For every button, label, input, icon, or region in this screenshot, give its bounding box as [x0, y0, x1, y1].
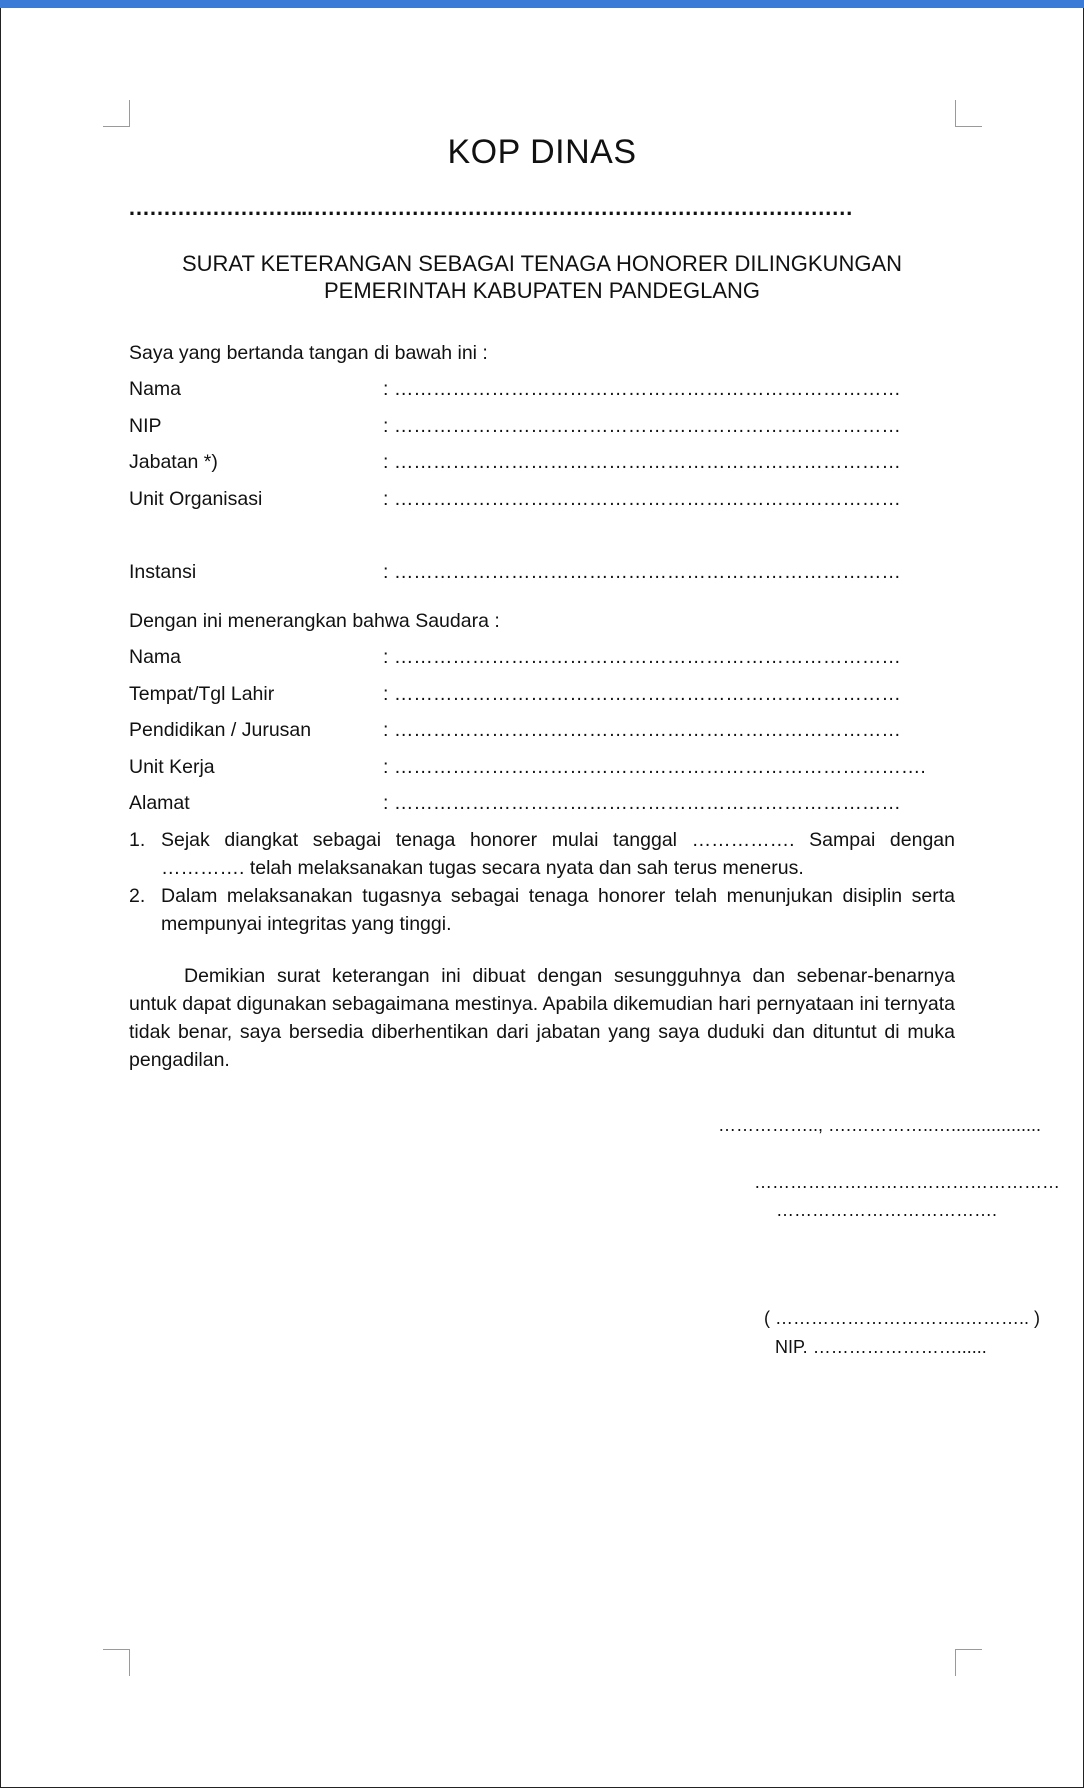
signer-unit-value: : ……………………………………………………………………	[383, 488, 901, 510]
letter-heading-line-1: SURAT KETERANGAN SEBAGAI TENAGA HONORER DILINGKUNGAN	[181, 251, 903, 276]
signer-unit-label: Unit Organisasi	[129, 488, 263, 510]
signer-position-line-1: ……………………………………………	[754, 1172, 1060, 1192]
closing-paragraph: Demikian surat keterangan ini dibuat dengan sesungguhnya dan sebenar-benarnya untuk dapat digunakan sebagaimana mestinya. Apabila dikemudian hari pernyataan ini ternyata tidak benar, saya bersedia diberhentikan dari jabatan yang saya duduki dan dituntut di muka pengadilan.	[129, 965, 955, 1071]
letterhead-separator: ……………………..……………………………………………………………………	[128, 195, 853, 220]
signer-position-value: : ……………………………………………………………………	[383, 451, 901, 473]
signer-position-line-2: ……………………………….	[776, 1200, 998, 1220]
crop-mark-bottom-right	[955, 1649, 982, 1676]
list-item	[129, 882, 955, 938]
list-item-number: 2.	[129, 885, 146, 907]
crop-mark-bottom-left	[103, 1649, 130, 1676]
subject-address-value: : ……………………………………………………………………	[383, 792, 901, 814]
subject-intro: Dengan ini menerangkan bahwa Saudara :	[129, 610, 500, 632]
subject-workunit-label: Unit Kerja	[129, 756, 215, 778]
window-accent-bar	[0, 0, 1084, 8]
signer-agency-value: : ……………………………………………………………………	[383, 561, 901, 583]
signer-nip-line: NIP. ……………………......	[775, 1337, 987, 1357]
signer-nip-label: NIP	[129, 415, 162, 437]
subject-education-value: : ……………………………………………………………………	[383, 719, 901, 741]
subject-name-label: Nama	[129, 646, 182, 668]
signer-position-label: Jabatan *)	[129, 451, 218, 473]
subject-birth-value: : ……………………………………………………………………	[383, 683, 901, 705]
list-item-number: 1.	[129, 829, 146, 851]
subject-education-label: Pendidikan / Jurusan	[129, 719, 312, 741]
signer-intro: Saya yang bertanda tangan di bawah ini :	[129, 342, 488, 364]
signer-name-bracket: ( …………………………..……….. )	[764, 1308, 1040, 1328]
signer-name-label: Nama	[129, 378, 182, 400]
letterhead-title: KOP DINAS	[447, 133, 637, 171]
subject-workunit-value: : ……………………………………………………………………….	[383, 756, 926, 778]
list-item	[129, 826, 955, 882]
list-item-text: Dalam melaksanakan tugasnya sebagai tenaga honorer telah menunjukan disiplin serta mempunyai integritas yang tinggi.	[161, 885, 955, 935]
subject-name-value: : ……………………………………………………………………	[383, 646, 901, 668]
crop-mark-top-left	[103, 100, 130, 127]
signer-nip-value: : ……………………………………………………………………	[383, 415, 901, 437]
place-date-line: …………….., ….…………..…..................	[718, 1115, 1042, 1135]
list-item-text: Sejak diangkat sebagai tenaga honorer mulai tanggal ……………. Sampai dengan …………. telah melaksanakan tugas secara nyata dan sah terus menerus.	[161, 829, 955, 879]
subject-birth-label: Tempat/Tgl Lahir	[129, 683, 275, 705]
signer-agency-label: Instansi	[129, 561, 197, 583]
subject-address-label: Alamat	[129, 792, 190, 814]
crop-mark-top-right	[955, 100, 982, 127]
letter-heading-line-2: PEMERINTAH KABUPATEN PANDEGLANG	[323, 278, 760, 303]
signer-name-value: : ……………………………………………………………………	[383, 378, 901, 400]
